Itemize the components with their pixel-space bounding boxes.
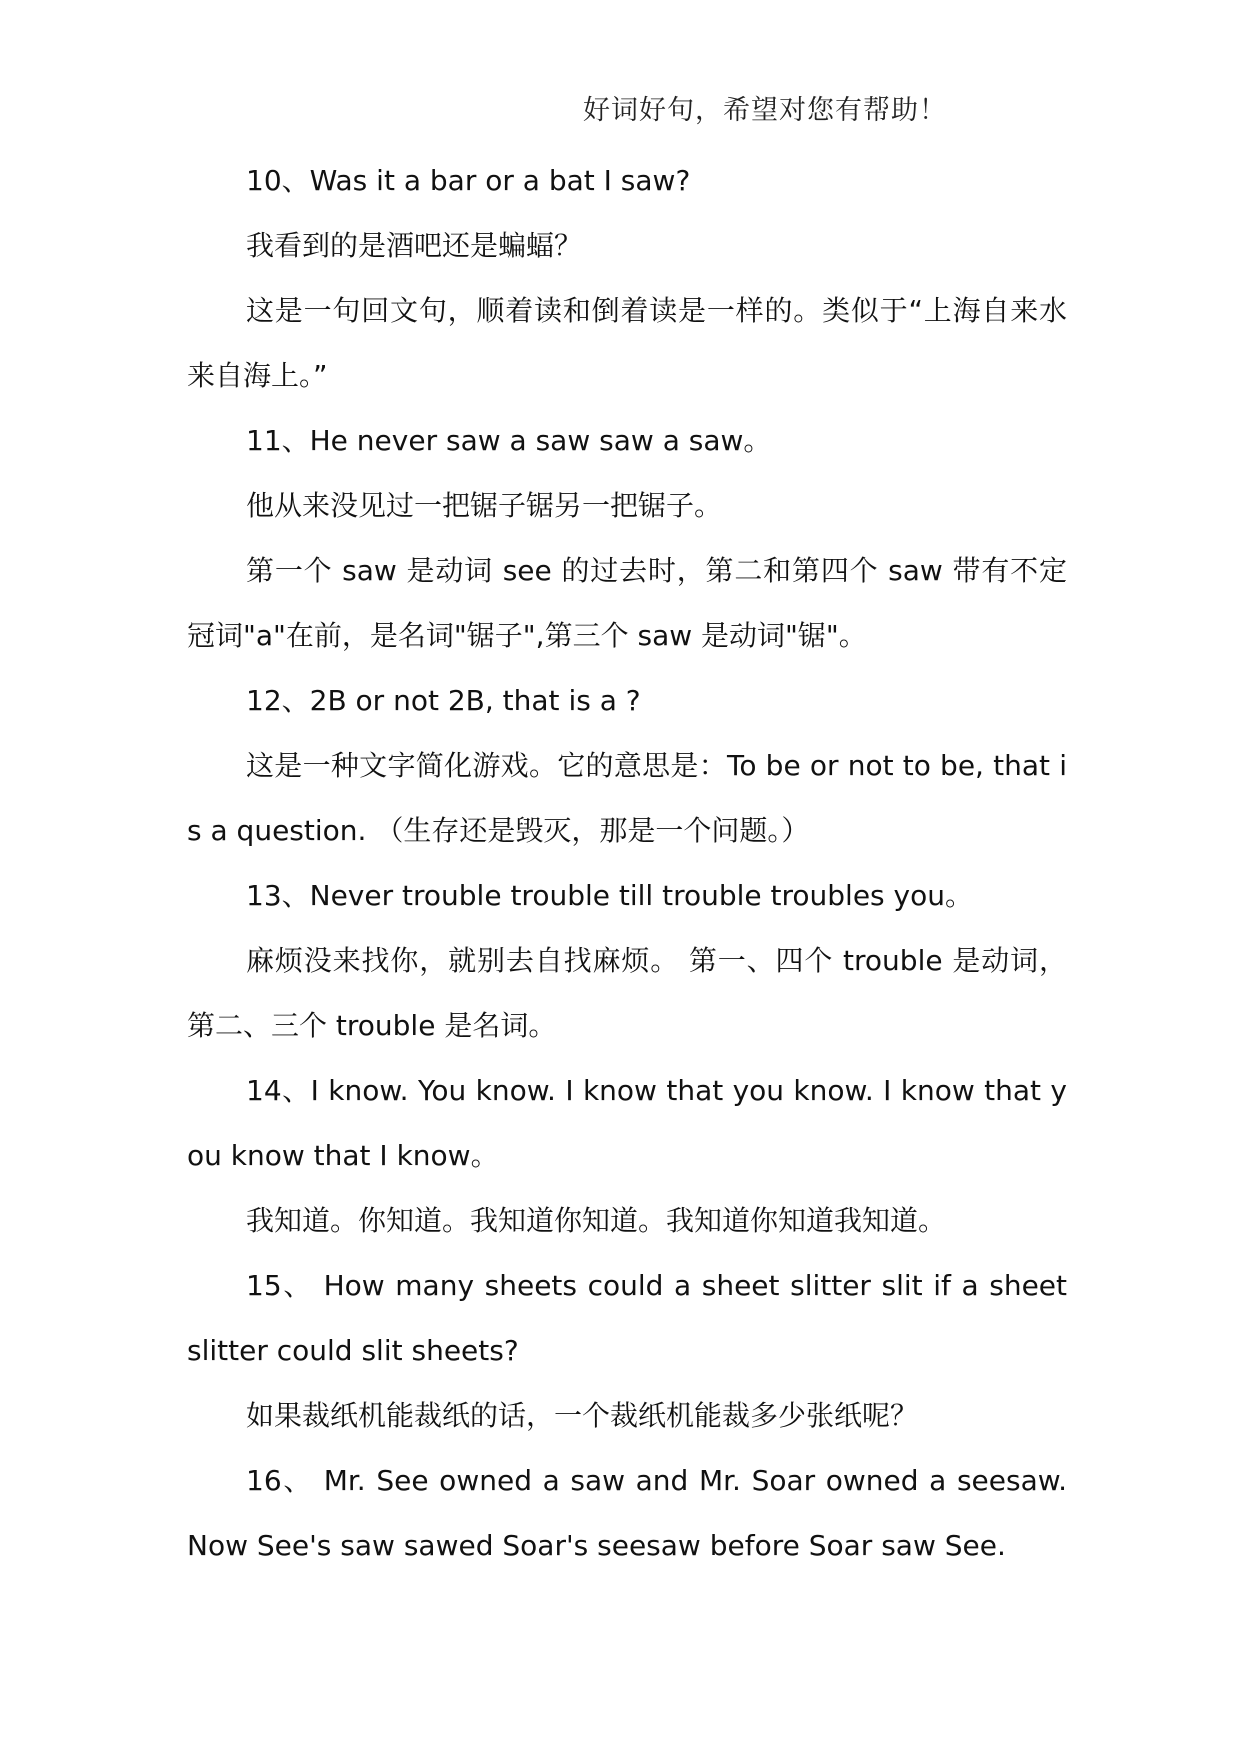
paragraph-13-translation: 麻烦没来找你，就别去自找麻烦。 第一、四个 trouble 是动词，第二、三个 trouble 是名词。 — [187, 944, 1067, 1042]
paragraph-12-explanation: 这是一种文字简化游戏。它的意思是：To be or not to be, that is a question. （生存还是毁灭，那是一个问题。） — [187, 749, 1067, 847]
paragraph-11-translation: 他从来没见过一把锯子锯另一把锯子。 — [246, 489, 723, 522]
paragraph-14-english: 14、I know. You know. I know that you know. I know that you know that I know。 — [187, 1074, 1067, 1172]
paragraph-12-english: 12、2B or not 2B, that is a ? — [246, 684, 641, 717]
paragraph-11-english: 11、He never saw a saw saw a saw。 — [246, 424, 772, 457]
paragraph-13-english: 13、Never trouble trouble till trouble troubles you。 — [246, 879, 973, 912]
document-body — [187, 148, 1067, 1578]
paragraph-11-explanation: 第一个 saw 是动词 see 的过去时，第二和第四个 saw 带有不定冠词"a"在前，是名词"锯子",第三个 saw 是动词"锯"。 — [187, 554, 1067, 652]
paragraph-14-translation: 我知道。你知道。我知道你知道。我知道你知道我知道。 — [246, 1204, 947, 1237]
paragraph-16-english: 16、 Mr. See owned a saw and Mr. Soar owned a seesaw. Now See's saw sawed Soar's seesaw before Soar saw See. — [187, 1464, 1067, 1562]
paragraph-10-translation: 我看到的是酒吧还是蝙蝠？ — [246, 229, 583, 262]
page-header: 好词好句，希望对您有帮助！ — [583, 95, 947, 126]
paragraph-10-english: 10、Was it a bar or a bat I saw? — [246, 164, 691, 197]
paragraph-10-explanation: 这是一句回文句，顺着读和倒着读是一样的。类似于“上海自来水来自海上。” — [187, 294, 1067, 392]
paragraph-15-english: 15、 How many sheets could a sheet slitter slit if a sheet slitter could slit sheets? — [187, 1269, 1067, 1367]
paragraph-15-translation: 如果裁纸机能裁纸的话，一个裁纸机能裁多少张纸呢？ — [246, 1399, 919, 1432]
